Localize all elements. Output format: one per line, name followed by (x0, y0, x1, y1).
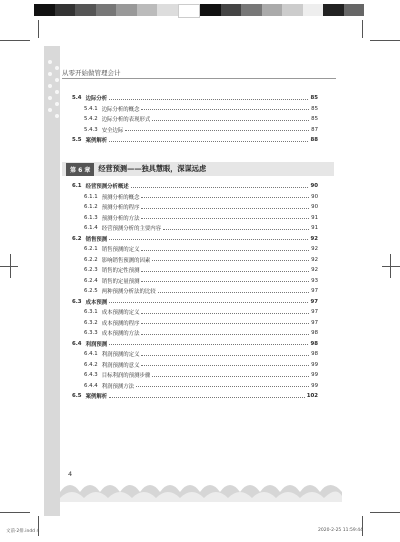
dot-leader (141, 197, 309, 198)
register-swatch (75, 4, 96, 16)
toc-entry-title: 经营预测分析概述 (85, 184, 129, 191)
toc-entry-title: 边际分析 (85, 96, 108, 103)
toc-entry-number: 5.4.1 (84, 105, 98, 112)
toc-entry-number: 6.2.5 (84, 288, 98, 295)
dot-leader (109, 397, 305, 398)
toc-entry-page: 85 (311, 116, 318, 123)
crop-mark (362, 516, 363, 536)
toc-entry-page: 87 (311, 126, 318, 133)
toc-entry-title: 安全边际 (101, 127, 124, 134)
toc-entry-page: 97 (311, 288, 318, 295)
toc-entry[interactable] (62, 265, 318, 276)
toc-entry-page: 91 (311, 225, 318, 232)
dot-leader (125, 130, 309, 131)
toc-entry-number: 6.2.2 (84, 256, 98, 263)
toc-entry-page: 93 (311, 277, 318, 284)
dot-leader (158, 292, 310, 293)
toc-entry[interactable] (62, 244, 318, 255)
toc-entry-title: 影响销售预测的因素 (101, 257, 151, 264)
toc-entry-title: 利润预测 (85, 341, 108, 348)
toc-entry-page: 88 (310, 137, 318, 144)
crop-mark (0, 266, 18, 267)
toc-entry-title: 销售预测的定义 (101, 247, 140, 254)
dot-leader (152, 120, 309, 121)
register-swatch (282, 4, 303, 16)
register-swatch (323, 4, 344, 16)
crop-mark (0, 512, 30, 513)
register-swatch (303, 4, 324, 16)
toc-section-chapter-6 (62, 181, 318, 402)
toc-entry-title: 利润预测方法 (101, 383, 135, 390)
dot-leader (141, 365, 309, 366)
register-swatch (96, 4, 117, 16)
toc-section-chapter-5 (62, 93, 318, 146)
crop-mark (390, 254, 391, 278)
toc-entry-number: 6.1.2 (84, 204, 98, 211)
dot-leader (109, 344, 308, 345)
register-swatch (116, 4, 137, 16)
crop-mark (38, 20, 39, 38)
register-swatch (200, 4, 221, 16)
toc-entry-page: 90 (311, 193, 318, 200)
dot-leader (141, 250, 309, 251)
toc-entry-page: 92 (310, 235, 318, 242)
chapter-label: 第 6 章 (66, 163, 94, 176)
toc-entry-title: 预测分析的方法 (101, 215, 140, 222)
toc-entry-title: 案例解析 (85, 394, 108, 401)
toc-entry[interactable] (62, 307, 318, 318)
toc-entry-page: 102 (306, 393, 318, 400)
toc-entry-title: 销售的定量预测 (101, 278, 140, 285)
toc-entry-title: 销售的定性预测 (101, 268, 140, 275)
toc-entry-page: 97 (311, 319, 318, 326)
dot-leader (109, 302, 308, 303)
register-swatch (221, 4, 242, 16)
toc-entry-number: 6.4.1 (84, 351, 98, 358)
dot-leader (141, 109, 309, 110)
toc-entry[interactable] (62, 104, 318, 115)
dot-leader (141, 271, 309, 272)
toc-entry-page: 97 (311, 309, 318, 316)
toc-entry-number: 5.4.2 (84, 116, 98, 123)
toc-entry-page: 92 (311, 246, 318, 253)
register-swatch (241, 4, 262, 16)
toc-entry[interactable] (62, 318, 318, 329)
dot-leader (136, 386, 309, 387)
toc-entry-number: 5.4.3 (84, 126, 98, 133)
toc-entry-number: 6.1 (72, 183, 82, 190)
toc-entry[interactable] (62, 297, 318, 308)
toc-entry-page: 85 (311, 105, 318, 112)
toc-entry-page: 91 (311, 214, 318, 221)
toc-entry-title: 边际分析的概念 (101, 106, 140, 113)
chapter-title: 经营预测——独具慧眼，深谋远虑 (98, 164, 207, 173)
toc-entry-title: 销售预测 (85, 236, 108, 243)
chapter-heading (62, 162, 334, 176)
toc-entry[interactable] (62, 135, 318, 146)
toc-entry-title: 两种预测分析法的比较 (101, 289, 156, 296)
toc-entry-title: 边际分析的表现形式 (101, 117, 151, 124)
toc-entry[interactable] (62, 276, 318, 287)
toc-entry-number: 6.5 (72, 393, 82, 400)
toc-entry-number: 6.3.1 (84, 309, 98, 316)
dot-leader (141, 281, 309, 282)
toc-entry-number: 5.4 (72, 95, 82, 102)
toc-entry-number: 6.3.2 (84, 319, 98, 326)
toc-entry-page: 90 (310, 183, 318, 190)
toc-entry[interactable] (62, 349, 318, 360)
color-register-strip (34, 4, 364, 16)
toc-entry-number: 6.2.3 (84, 267, 98, 274)
toc-entry[interactable] (62, 360, 318, 371)
toc-entry-title: 经营预测分析的主要内容 (101, 226, 162, 233)
toc-entry-page: 92 (311, 256, 318, 263)
dot-leader (109, 141, 308, 142)
toc-entry-page: 98 (311, 330, 318, 337)
toc-entry-number: 6.4.3 (84, 372, 98, 379)
register-swatch (34, 4, 55, 16)
toc-entry[interactable] (62, 223, 318, 234)
dot-leader (152, 376, 309, 377)
toc-entry[interactable] (62, 370, 318, 381)
crop-mark (10, 254, 11, 278)
toc-entry-title: 案例解析 (85, 138, 108, 145)
crop-mark (0, 40, 30, 41)
toc-entry-number: 6.3 (72, 298, 82, 305)
toc-entry-page: 92 (311, 267, 318, 274)
header-rule (62, 78, 336, 79)
toc-entry-number: 6.2.1 (84, 246, 98, 253)
toc-entry-title: 目标利润的预测步骤 (101, 373, 151, 380)
dot-leader (141, 218, 309, 219)
toc-entry-title: 成本预测的定义 (101, 310, 140, 317)
register-swatch (157, 4, 178, 16)
dot-leader (152, 260, 309, 261)
toc-entry[interactable] (62, 234, 318, 245)
dot-leader (109, 99, 308, 100)
toc-entry-page: 99 (311, 382, 318, 389)
toc-entry-number: 6.4.4 (84, 382, 98, 389)
dot-leader (141, 313, 309, 314)
dot-leader (141, 334, 309, 335)
toc-entry[interactable] (62, 328, 318, 339)
toc-entry-page: 97 (310, 298, 318, 305)
toc-entry-number: 6.1.3 (84, 214, 98, 221)
toc-entry-title: 利润预测的意义 (101, 362, 140, 369)
toc-entry[interactable] (62, 181, 318, 192)
toc-entry-page: 99 (311, 361, 318, 368)
dot-leader (131, 187, 309, 188)
dot-leader (141, 208, 309, 209)
toc-entry[interactable] (62, 255, 318, 266)
toc-entry[interactable] (62, 125, 318, 136)
toc-entry-number: 6.4.2 (84, 361, 98, 368)
toc-entry-number: 5.5 (72, 137, 82, 144)
toc-entry[interactable] (62, 213, 318, 224)
toc-entry-title: 成本预测 (85, 299, 108, 306)
toc-entry-number: 6.1.4 (84, 225, 98, 232)
register-swatch (55, 4, 76, 16)
dot-leader (163, 229, 309, 230)
dot-leader (109, 239, 308, 240)
toc-entry[interactable] (62, 381, 318, 392)
toc-entry-number: 6.1.1 (84, 193, 98, 200)
footer-ornament (60, 472, 342, 502)
toc-entry-title: 预测分析的概念 (101, 194, 140, 201)
toc-entry-title: 成本预测的程序 (101, 320, 140, 327)
crop-mark (370, 512, 400, 513)
timestamp-slug: 2020-2-25 11:59:44 (318, 528, 363, 533)
dot-leader (141, 323, 309, 324)
crop-mark (370, 40, 400, 41)
toc-entry[interactable] (62, 192, 318, 203)
file-slug: 文前·2排.indd 4 (6, 529, 40, 534)
toc-entry-page: 90 (311, 204, 318, 211)
register-swatch (137, 4, 158, 16)
toc-entry[interactable] (62, 391, 318, 402)
toc-entry-page: 85 (310, 95, 318, 102)
toc-entry[interactable] (62, 202, 318, 213)
toc-entry-title: 成本预测的方法 (101, 331, 140, 338)
running-header: 从零开始做管理会计 (62, 69, 121, 77)
toc-entry-title: 预测分析的程序 (101, 205, 140, 212)
page-number: 4 (68, 470, 73, 478)
toc-entry[interactable] (62, 286, 318, 297)
toc-entry-title: 利润预测的定义 (101, 352, 140, 359)
crop-mark (362, 20, 363, 38)
toc-entry-number: 6.3.3 (84, 330, 98, 337)
register-swatch (344, 4, 365, 16)
crop-mark (382, 266, 400, 267)
toc-entry[interactable] (62, 114, 318, 125)
toc-entry-number: 6.2.4 (84, 277, 98, 284)
register-swatch (262, 4, 283, 16)
register-swatch (178, 4, 201, 18)
toc-entry-page: 98 (311, 351, 318, 358)
toc-entry-page: 99 (311, 372, 318, 379)
dot-leader (141, 355, 309, 356)
toc-entry-number: 6.4 (72, 340, 82, 347)
toc-entry-number: 6.2 (72, 235, 82, 242)
toc-entry[interactable] (62, 339, 318, 350)
toc-entry[interactable] (62, 93, 318, 104)
toc-entry-page: 98 (310, 340, 318, 347)
